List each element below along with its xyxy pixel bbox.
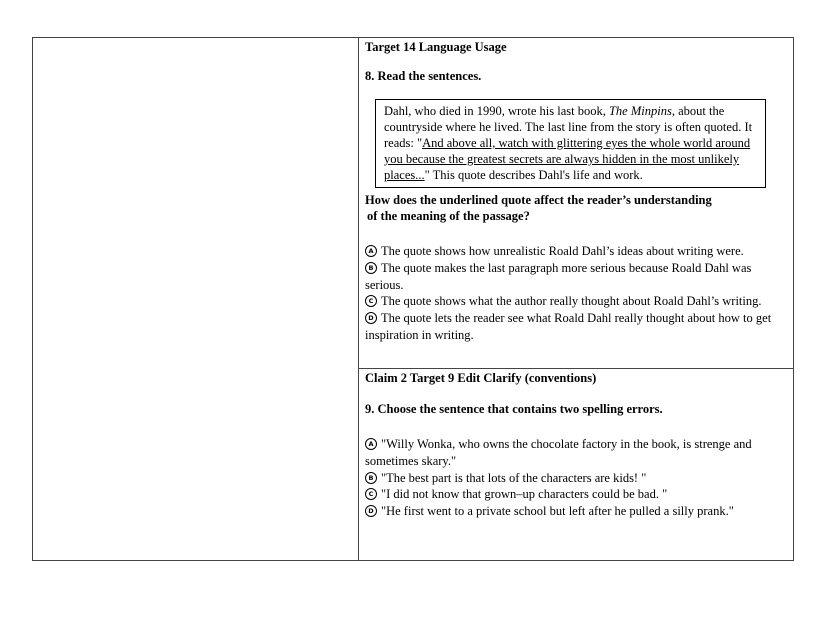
choice-b-text: The quote makes the last paragraph more serious because Roald Dahl was serious. (365, 260, 752, 292)
assessment-table (32, 37, 794, 561)
item-9-choices (365, 436, 785, 520)
choice-d-text: "He first went to a private school but left after he pulled a silly prank." (381, 504, 734, 519)
choice-c-bubble-icon[interactable]: C (365, 295, 377, 307)
choice-a[interactable] (365, 436, 785, 470)
passage-text-2: , about the countryside where he lived. The last line from the story is often quoted. It reads: " (384, 104, 753, 150)
choice-a-bubble-icon[interactable]: A (365, 245, 377, 257)
question-line-1: How does the underlined quote affect the reader’s understanding (365, 193, 712, 207)
passage-box (375, 99, 766, 188)
choice-b[interactable] (365, 470, 785, 487)
choice-d[interactable] (365, 503, 785, 520)
passage-text-1: Dahl, who died in 1990, wrote his last book, (384, 104, 609, 118)
left-blank-column (33, 38, 359, 560)
item-8-question (365, 192, 765, 224)
choice-b[interactable] (365, 260, 785, 294)
item-9-target: Claim 2 Target 9 Edit Clarify (conventions) (365, 371, 597, 385)
choice-c[interactable] (365, 486, 785, 503)
choice-c[interactable] (365, 293, 785, 310)
choice-c-bubble-icon[interactable]: C (365, 488, 377, 500)
choice-d-bubble-icon[interactable]: D (365, 312, 377, 324)
passage-text-3: " This quote describes Dahl's life and work. (424, 168, 643, 182)
choice-c-text: The quote shows what the author really thought about Roald Dahl’s writing. (381, 294, 762, 309)
choice-a-bubble-icon[interactable]: A (365, 438, 377, 450)
item-8-title: 8. Read the sentences. (365, 69, 482, 83)
choice-d[interactable] (365, 310, 785, 344)
choice-b-text: "The best part is that lots of the characters are kids! " (381, 470, 647, 485)
choice-a-text: The quote shows how unrealistic Roald Dahl’s ideas about writing were. (381, 244, 744, 258)
choice-b-bubble-icon[interactable]: B (365, 472, 377, 484)
item-8-cell (359, 38, 793, 369)
item-9-title: 9. Choose the sentence that contains two spelling errors. (365, 402, 663, 416)
item-9-cell (359, 369, 793, 560)
underlined-quote: And above all, watch with glittering eyes the whole world around you because the greatest secrets are always hidden in the most unlikely places... (384, 136, 751, 182)
book-title: The Minpins (608, 104, 672, 118)
item-8-target: Target 14 Language Usage (365, 40, 507, 54)
choice-a[interactable] (365, 243, 785, 260)
item-8-choices (365, 243, 785, 344)
question-line-2: of the meaning of the passage? (367, 209, 530, 223)
choice-c-text: "I did not know that grown–up characters could be bad. " (381, 487, 668, 502)
choice-d-text: The quote lets the reader see what Roald Dahl really thought about how to get inspiration in writing. (365, 311, 772, 342)
choice-a-text: "Willy Wonka, who owns the chocolate factory in the book, is strenge and sometimes skary." (365, 437, 752, 468)
choice-d-bubble-icon[interactable]: D (365, 505, 377, 517)
choice-b-bubble-icon[interactable]: B (365, 262, 377, 274)
